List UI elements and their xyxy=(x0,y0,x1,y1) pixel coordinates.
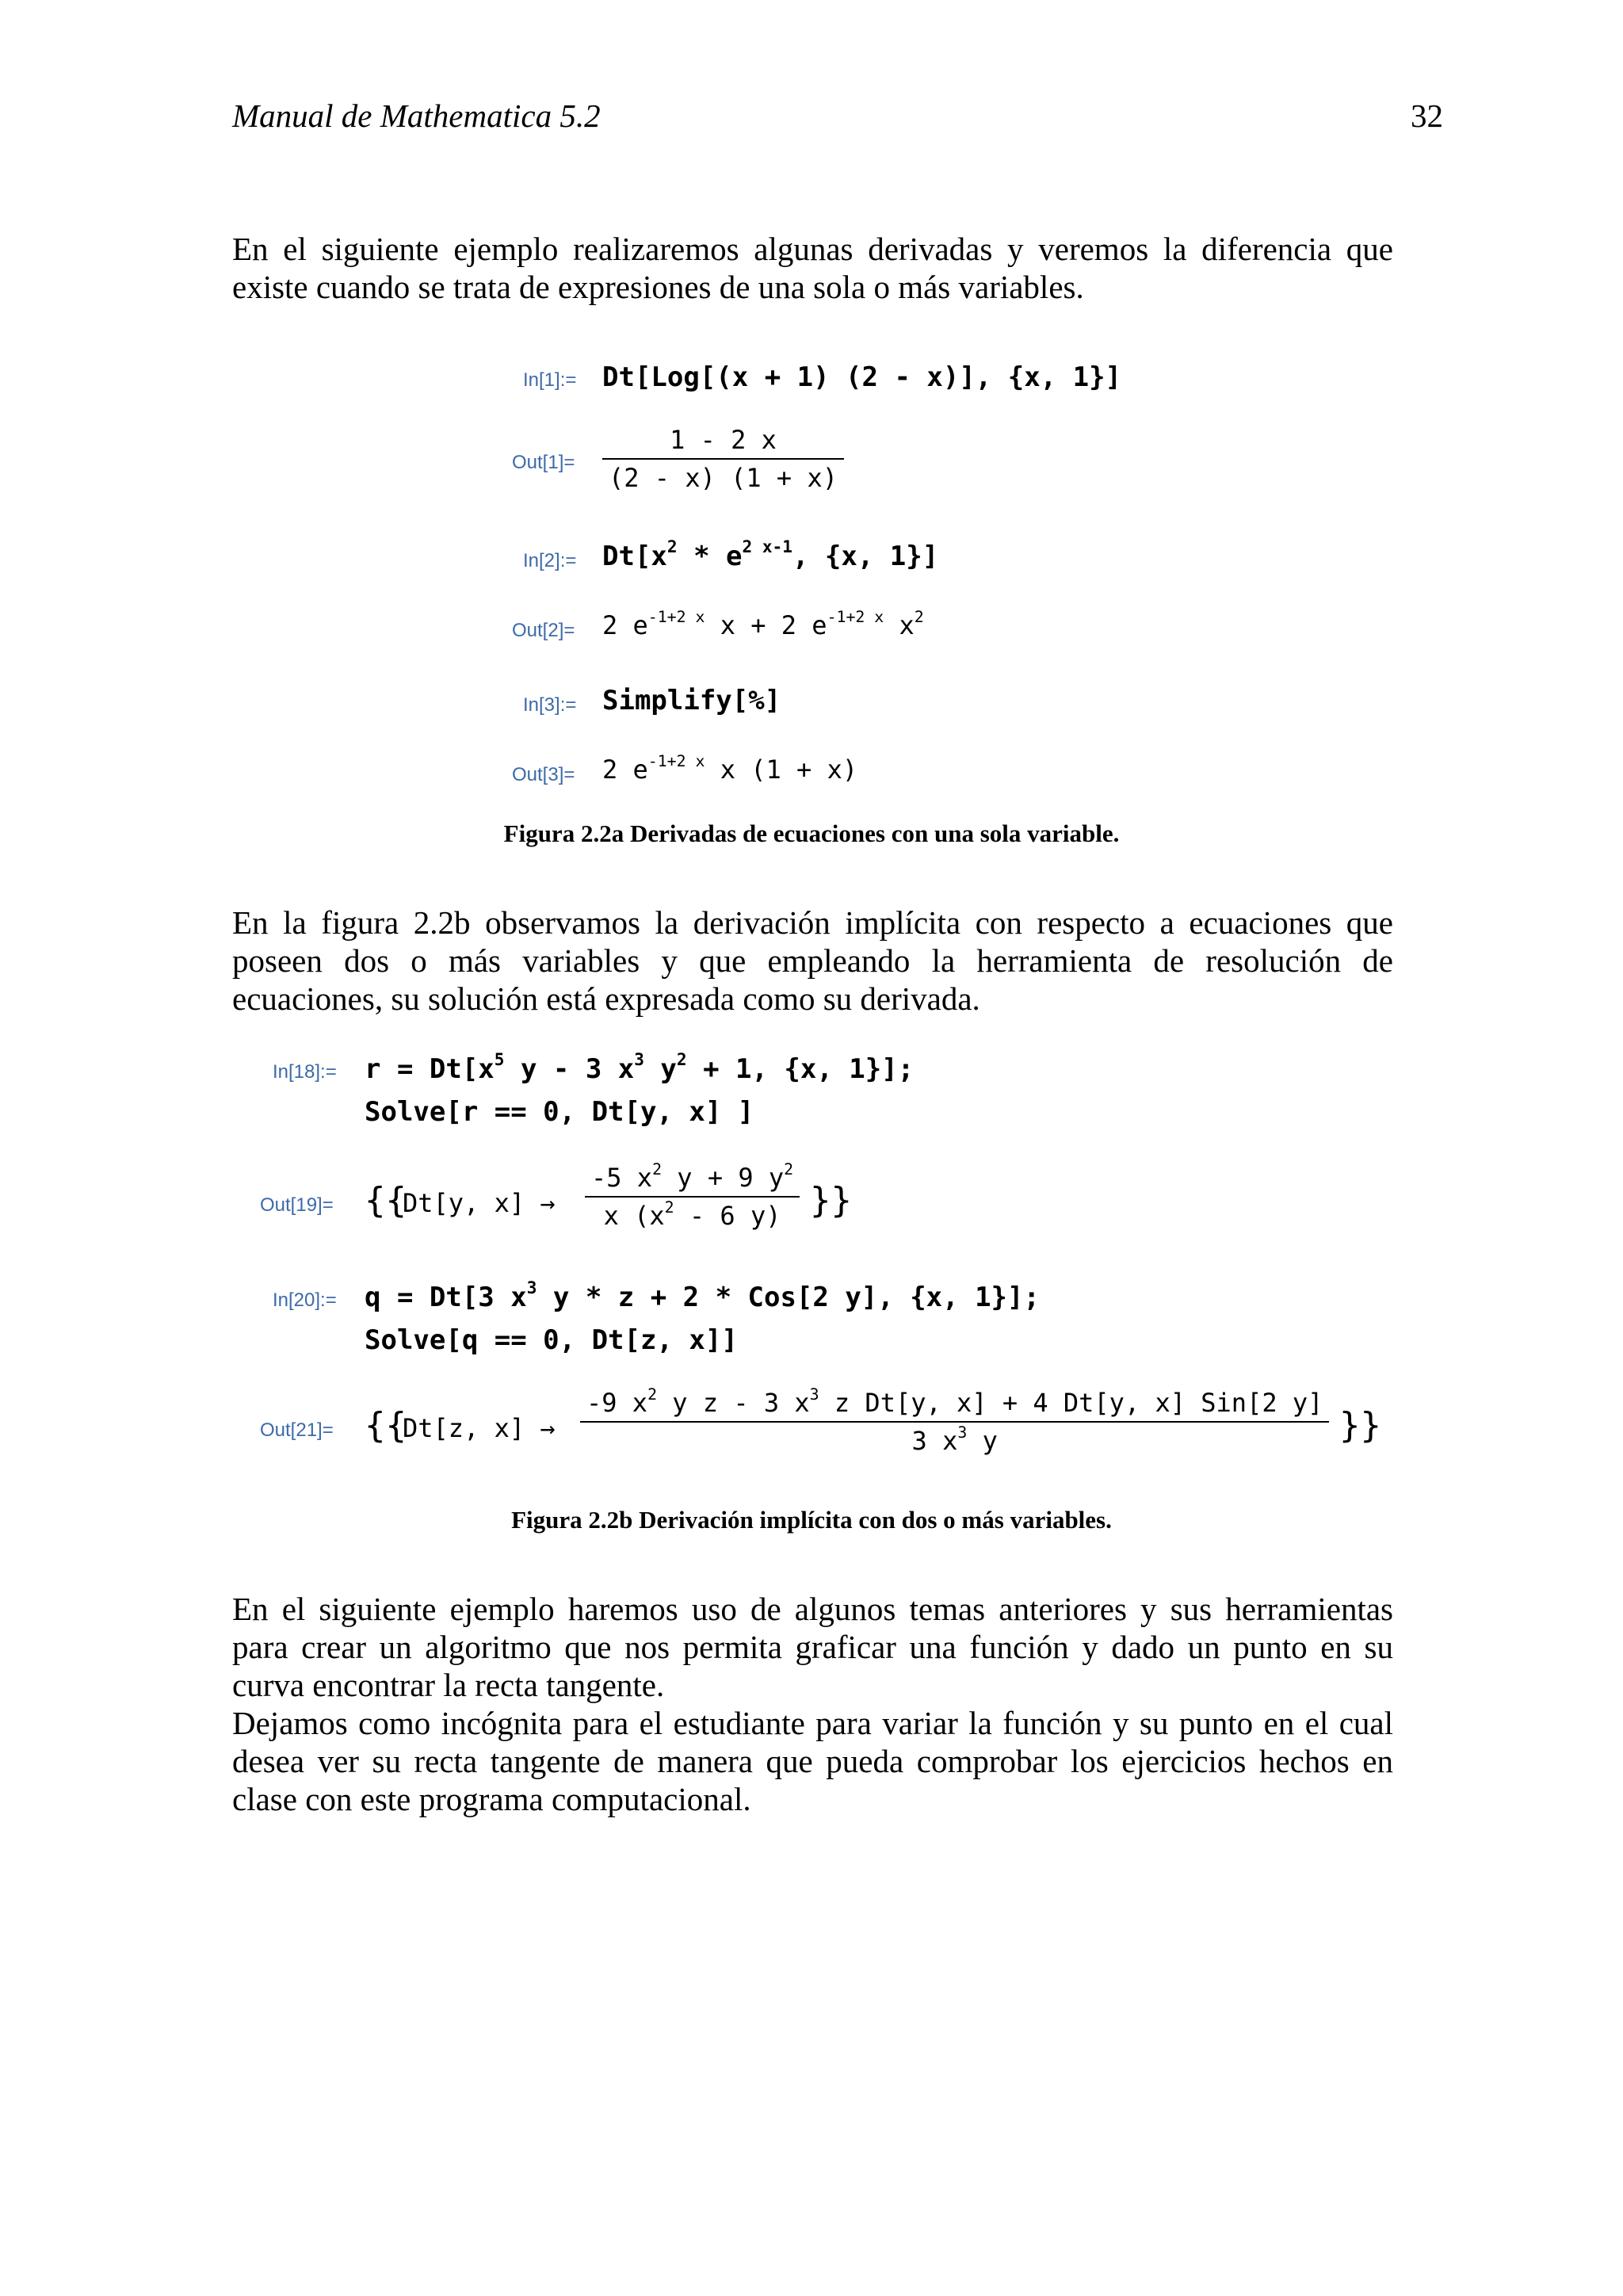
figure-2-2b-notebook xyxy=(254,1050,1395,1494)
in2-code: $Dt[x^2 * e^{2 x-1}$, {x, 1}] xyxy=(602,537,939,572)
tangent-line-paragraph xyxy=(232,1590,1393,1818)
out19-label: Out[19]= xyxy=(260,1194,334,1216)
in18-label: In[18]:= xyxy=(273,1061,337,1083)
text-line: desea ver su recta tangente de manera que pueda comprobar los ejercicios hechos en xyxy=(232,1743,1393,1779)
out1-denominator: (2 - x) (1 + x) xyxy=(602,458,844,493)
out19-fraction xyxy=(585,1160,800,1231)
in18-line2: Solve[r == 0, Dt[y, x] ] xyxy=(365,1096,754,1128)
text-line: Dejamos como incógnita para el estudiante para variar la función y su punto en el cual xyxy=(232,1705,1393,1741)
out21-close-braces: }} xyxy=(1339,1405,1381,1446)
in1-code: Dt[Log[(x + 1) (2 - x)], {x, 1}] xyxy=(602,361,1122,393)
text-line: ecuaciones, su solución está expresada como su derivada. xyxy=(232,980,980,1017)
text-line: para crear un algoritmo que nos permita graficar una función y dado un punto en su xyxy=(232,1629,1393,1665)
in18-line1: $r = Dt[x^5$ y - 3 $x^3$ $y^2 + 1$, {x, 1}]; xyxy=(365,1049,915,1085)
figure-2-2a-caption: Figura 2.2a Derivadas de ecuaciones con una sola variable. xyxy=(503,819,1120,847)
out21-denominator: 3 $x^3$ y xyxy=(580,1421,1329,1456)
figure-2-2b-caption: Figura 2.2b Derivación implícita con dos o más variables. xyxy=(511,1506,1112,1534)
out21-lhs: Dt[z, x] → xyxy=(403,1413,556,1443)
running-header-title: Manual de Mathematica 5.2 xyxy=(232,97,601,134)
text-line: clase con este programa computacional. xyxy=(232,1781,751,1817)
page-number: 32 xyxy=(1411,97,1443,134)
in1-label: In[1]:= xyxy=(523,369,577,391)
out21-numerator: -9 $x^2$ y z - 3 $x^3$ z Dt[y, x] + 4 Dt[y, x] Sin[2 y] xyxy=(586,1385,1323,1418)
out2-expression: 2 $e^{-1+2 x}$ x + 2 $e^{-1+2 x}$ $x^2$ xyxy=(602,608,924,640)
intro-paragraph xyxy=(232,230,1393,306)
out21-open-braces: {{ xyxy=(365,1405,407,1446)
in3-label: In[3]:= xyxy=(523,694,577,716)
text-line: curva encontrar la recta tangente. xyxy=(232,1667,665,1703)
in2-label: In[2]:= xyxy=(523,550,577,571)
in3-code: Simplify[%] xyxy=(602,685,781,716)
out21-label: Out[21]= xyxy=(260,1419,334,1441)
in20-line2: Solve[q == 0, Dt[z, x]] xyxy=(365,1324,738,1356)
out3-label: Out[3]= xyxy=(512,764,575,785)
out1-label: Out[1]= xyxy=(512,452,575,473)
implicit-derivation-paragraph xyxy=(232,904,1393,1018)
in20-label: In[20]:= xyxy=(273,1289,337,1311)
out19-open-braces: {{ xyxy=(365,1180,407,1221)
out19-close-braces: }} xyxy=(810,1180,852,1221)
text-line: En el siguiente ejemplo realizaremos algunas derivadas y veremos la diferencia que xyxy=(232,231,1393,267)
out19-numerator: -5 $x^2$ y + 9 $y^2$ xyxy=(591,1160,794,1193)
out21-fraction xyxy=(580,1385,1329,1456)
text-line: poseen dos o más variables y que empleando la herramienta de resolución de xyxy=(232,942,1393,979)
out19-denominator: x ($x^2 - 6$ y) xyxy=(585,1196,800,1231)
text-line: En el siguiente ejemplo haremos uso de algunos temas anteriores y sus herramientas xyxy=(232,1591,1393,1627)
out3-expression: 2 $e^{-1+2 x}$ x (1 + x) xyxy=(602,752,858,785)
out19-lhs: Dt[y, x] → xyxy=(403,1188,556,1218)
in20-line1: q = Dt[3 $x^3$ y * z + 2 * Cos[2 y], {x, 1}]; xyxy=(365,1278,1040,1313)
out2-label: Out[2]= xyxy=(512,620,575,641)
out1-fraction xyxy=(602,425,844,493)
text-line: existe cuando se trata de expresiones de una sola o más variables. xyxy=(232,269,1084,305)
figure-2-2a-notebook xyxy=(507,357,1157,800)
text-line: En la figura 2.2b observamos la derivación implícita con respecto a ecuaciones que xyxy=(232,904,1393,941)
out1-numerator: 1 - 2 x xyxy=(670,425,777,455)
